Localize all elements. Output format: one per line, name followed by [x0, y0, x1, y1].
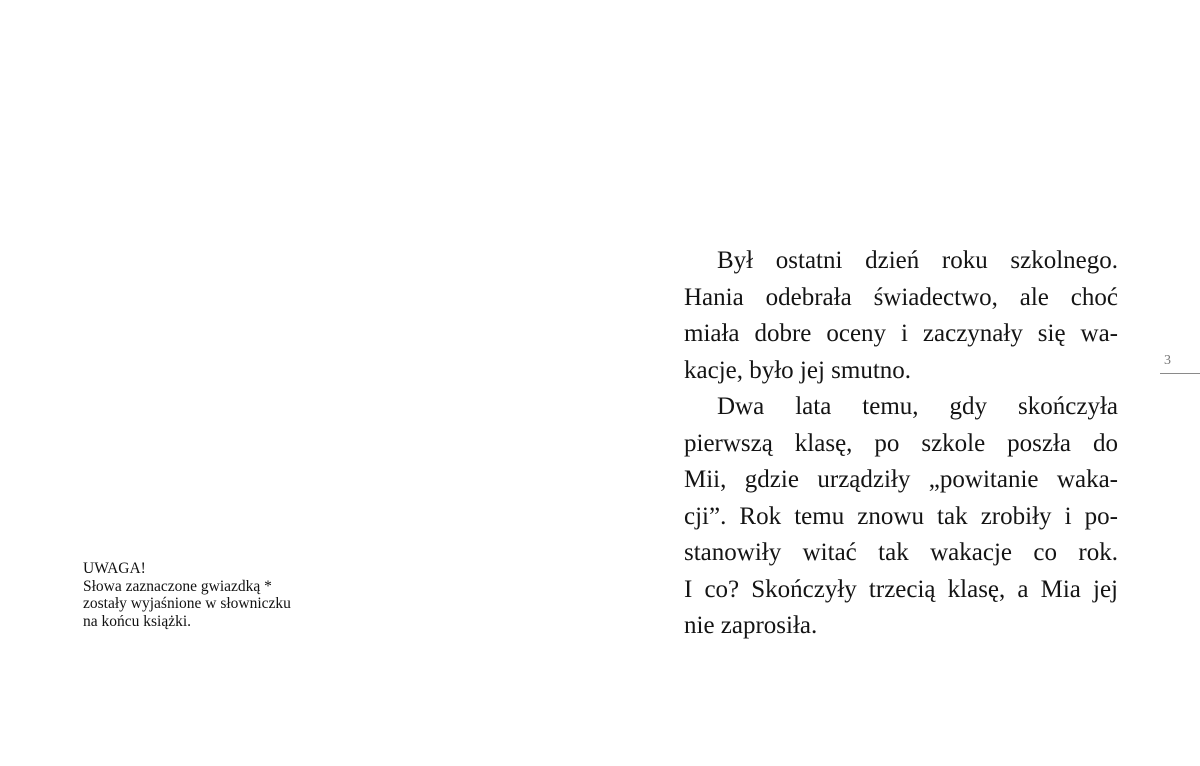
note-line: na końcu książki.	[83, 612, 192, 630]
paragraph-1-line: Był ostatni dzień roku szkolnego.	[717, 247, 1118, 274]
page-number: 3	[1164, 353, 1171, 368]
paragraph-2-line: cji”. Rok temu znowu tak zrobiły i po-	[684, 502, 1118, 530]
paragraph-1-line: kacje, było jej smutno.	[684, 356, 912, 384]
note-line: Słowa zaznaczone gwiazdką *	[83, 577, 272, 595]
paragraph-1-line: miała dobre oceny i zaczynały się wa-	[684, 320, 1118, 347]
note-heading: UWAGA!	[83, 560, 146, 577]
paragraph-2-line: pierwszą klasę, po szkole poszła do	[684, 429, 1118, 457]
reader-note	[83, 560, 343, 630]
paragraph-2-line: Mii, gdzie urządziły „powitanie waka-	[684, 466, 1118, 493]
paragraph-2-line: stanowiły witać tak wakacje co rok.	[684, 539, 1118, 566]
page-number-rule	[1160, 373, 1200, 374]
paragraph-2-line: nie zaprosiła.	[684, 612, 818, 639]
note-line: zostały wyjaśnione w słowniczku	[83, 595, 291, 612]
story-text	[684, 243, 1118, 645]
paragraph-2-line: I co? Skończyły trzecią klasę, a Mia jej	[684, 575, 1118, 603]
paragraph-1-line: Hania odebrała świadectwo, ale choć	[684, 283, 1118, 311]
paragraph-2-line: Dwa lata temu, gdy skończyła	[717, 393, 1118, 420]
